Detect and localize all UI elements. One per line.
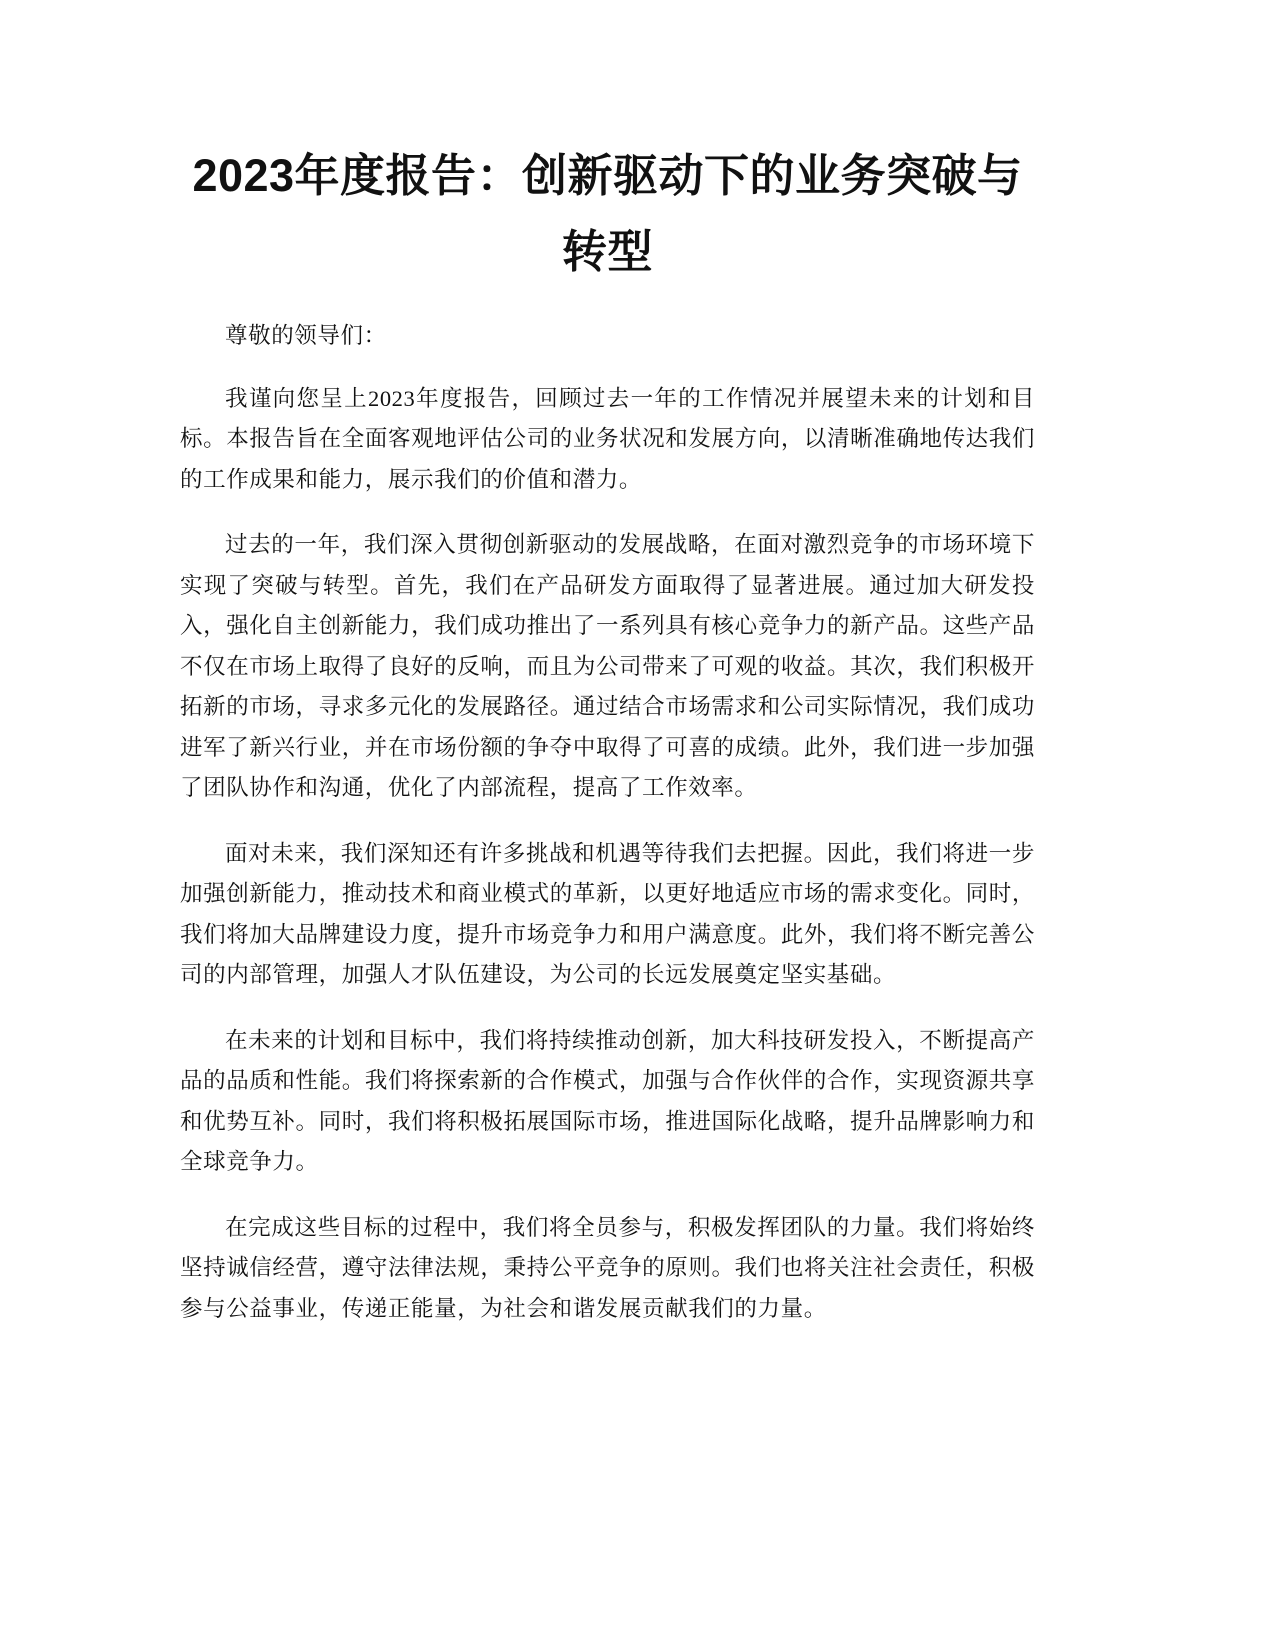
paragraph-past-year: 过去的一年，我们深入贯彻创新驱动的发展战略，在面对激烈竞争的市场环境下实现了突破与转型。首先，我们在产品研发方面取得了显著进展。通过加大研发投入，强化自主创新能力，我们成功推出了一系列具有核心竞争力的新产品。这些产品不仅在市场上取得了良好的反响，而且为公司带来了可观的收益。其次，我们积极开拓新的市场，寻求多元化的发展路径。通过结合市场需求和公司实际情况，我们成功进军了新兴行业，并在市场份额的争夺中取得了可喜的成绩。此外，我们进一步加强了团队协作和沟通，优化了内部流程，提高了工作效率。 — [180, 532, 1035, 800]
salutation: 尊敬的领导们： — [225, 323, 387, 348]
document-page — [180, 138, 1035, 1354]
paragraph-intro: 我谨向您呈上2023年度报告，回顾过去一年的工作情况并展望未来的计划和目标。本报告旨在全面客观地评估公司的业务状况和发展方向，以清晰准确地传达我们的工作成果和能力，展示我们的价值和潜力。 — [180, 385, 1035, 492]
paragraph-future: 面对未来，我们深知还有许多挑战和机遇等待我们去把握。因此，我们将进一步加强创新能力，推动技术和商业模式的革新，以更好地适应市场的需求变化。同时，我们将加大品牌建设力度，提升市场竞争力和用户满意度。此外，我们将不断完善公司的内部管理，加强人才队伍建设，为公司的长远发展奠定坚实基础。 — [180, 840, 1035, 987]
document-title: 2023年度报告：创新驱动下的业务突破与转型 — [192, 150, 1023, 277]
paragraph-plans: 在未来的计划和目标中，我们将持续推动创新，加大科技研发投入，不断提高产品的品质和性能。我们将探索新的合作模式，加强与合作伙伴的合作，实现资源共享和优势互补。同时，我们将积极拓展国际市场，推进国际化战略，提升品牌影响力和全球竞争力。 — [180, 1027, 1035, 1174]
paragraph-values: 在完成这些目标的过程中，我们将全员参与，积极发挥团队的力量。我们将始终坚持诚信经营，遵守法律法规，秉持公平竞争的原则。我们也将关注社会责任，积极参与公益事业，传递正能量，为社会和谐发展贡献我们的力量。 — [180, 1214, 1035, 1321]
